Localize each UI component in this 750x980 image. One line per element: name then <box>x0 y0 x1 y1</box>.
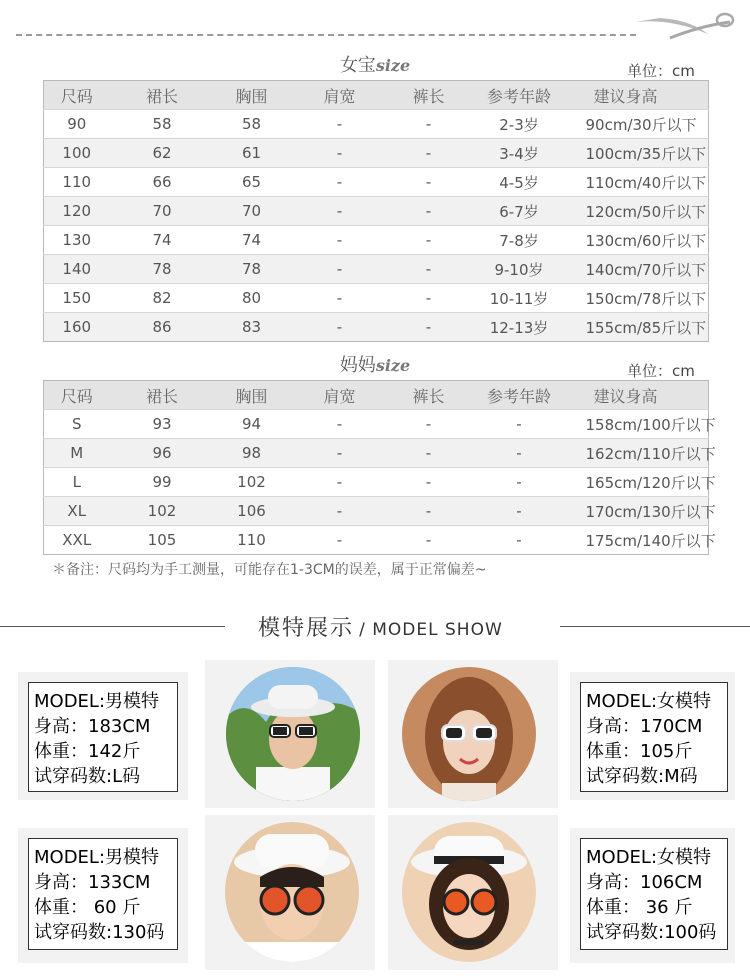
girl-table-unit: 单位：cm <box>627 62 695 80</box>
table-row <box>44 313 709 342</box>
table-header-row <box>44 81 709 110</box>
table-row <box>44 497 709 526</box>
table-row <box>44 526 709 555</box>
table-cell: - <box>391 110 467 139</box>
girl-table-title-size: size <box>375 56 411 75</box>
kid-female-size: 试穿码数:100码 <box>586 922 717 943</box>
adult-female-weight: 体重：105斤 <box>586 741 693 762</box>
kid-male-height: 身高：133CM <box>34 872 151 893</box>
model-show-heading-en: / MODEL SHOW <box>359 620 503 640</box>
table-cell: 4-5岁 <box>467 168 572 197</box>
table-cell: 82 <box>110 284 215 313</box>
table-cell: XL <box>44 497 110 526</box>
column-header: 胸围 <box>215 381 289 410</box>
table-cell: 165cm/120斤以下 <box>572 468 709 497</box>
table-cell: 78 <box>110 255 215 284</box>
table-cell: 9-10岁 <box>467 255 572 284</box>
table-cell: 83 <box>241 318 262 336</box>
table-cell: XXL <box>62 531 92 549</box>
table-row <box>44 439 709 468</box>
table-cell: 158cm/100斤以下 <box>572 410 709 439</box>
table-cell: - <box>391 410 467 439</box>
table-cell: - <box>391 168 467 197</box>
kid-female-model-label: MODEL:女模特 <box>586 847 712 868</box>
table-cell: 80 <box>215 284 289 313</box>
table-cell: - <box>336 318 343 336</box>
table-row <box>44 255 709 284</box>
top-dashed-divider <box>16 34 636 36</box>
table-cell: 58 <box>110 110 215 139</box>
table-cell: - <box>391 226 467 255</box>
table-cell: - <box>289 226 391 255</box>
table-cell: 70 <box>215 197 289 226</box>
table-cell: - <box>425 318 432 336</box>
column-header: 尺码 <box>44 81 110 110</box>
table-cell: - <box>289 168 391 197</box>
table-cell: - <box>467 468 572 497</box>
table-cell: 70 <box>110 197 215 226</box>
adult-female-model-label: MODEL:女模特 <box>586 691 712 712</box>
table-cell: 150cm/78斤以下 <box>572 284 709 313</box>
table-cell: L <box>44 468 110 497</box>
table-cell: 100cm/35斤以下 <box>572 139 709 168</box>
adult-female-info-box <box>580 682 728 792</box>
adult-male-model-label: MODEL:男模特 <box>34 691 160 712</box>
adult-female-height: 身高：170CM <box>586 716 703 737</box>
table-cell: 162cm/110斤以下 <box>572 439 709 468</box>
column-header: 裙长 <box>110 381 215 410</box>
brand-swoosh-logo <box>630 8 740 42</box>
table-cell: - <box>391 197 467 226</box>
table-cell: 98 <box>215 439 289 468</box>
table-cell: - <box>391 255 467 284</box>
column-header: 胸围 <box>215 81 289 110</box>
table-cell: - <box>289 139 391 168</box>
kid-male-model-label: MODEL:男模特 <box>34 847 160 868</box>
table-cell: - <box>289 110 391 139</box>
table-cell: 175cm/140斤以下 <box>585 531 716 550</box>
table-cell: S <box>44 410 110 439</box>
girl-table-title-text: 女宝 <box>339 55 376 76</box>
table-cell: 100 <box>44 139 110 168</box>
table-cell: 6-7岁 <box>467 197 572 226</box>
table-cell: 2-3岁 <box>467 110 572 139</box>
table-cell: 62 <box>110 139 215 168</box>
kid-male-photo <box>225 822 359 962</box>
adult-male-photo <box>226 667 360 801</box>
girl-size-table <box>43 80 709 342</box>
model-show-heading-cn: 模特展示 <box>258 616 355 641</box>
table-cell: 65 <box>215 168 289 197</box>
table-row <box>44 197 709 226</box>
table-cell: 160 <box>62 318 92 336</box>
kid-female-height: 身高：106CM <box>586 872 703 893</box>
kid-male-info-box <box>28 838 178 950</box>
table-cell: 105 <box>147 531 177 549</box>
table-cell: 110cm/40斤以下 <box>572 168 709 197</box>
table-cell: 66 <box>110 168 215 197</box>
mom-table-unit: 单位：cm <box>627 362 695 380</box>
table-cell: - <box>289 410 391 439</box>
table-cell: 120 <box>44 197 110 226</box>
table-cell: 130cm/60斤以下 <box>572 226 709 255</box>
table-cell: - <box>289 468 391 497</box>
table-cell: 74 <box>215 226 289 255</box>
table-row <box>44 226 709 255</box>
table-cell: - <box>425 531 432 549</box>
table-cell: 78 <box>215 255 289 284</box>
table-cell: 102 <box>110 497 215 526</box>
adult-male-info-box <box>28 682 178 792</box>
table-cell: 150 <box>44 284 110 313</box>
table-cell: 140cm/70斤以下 <box>572 255 709 284</box>
table-cell: - <box>336 531 343 549</box>
table-cell: 90cm/30斤以下 <box>572 110 709 139</box>
table-cell: 86 <box>152 318 172 336</box>
measurement-note: ＊备注：尺码均为手工测量，可能存在1-3CM的误差，属于正常偏差~ <box>52 562 487 578</box>
table-cell: - <box>467 497 572 526</box>
table-cell: 99 <box>110 468 215 497</box>
mom-table-title-size: size <box>375 356 411 375</box>
section-right-rule <box>560 626 750 627</box>
column-header: 参考年龄 <box>467 81 572 110</box>
table-cell: - <box>289 497 391 526</box>
table-cell: - <box>391 439 467 468</box>
kid-male-size: 试穿码数:130码 <box>34 922 165 943</box>
table-cell: 120cm/50斤以下 <box>572 197 709 226</box>
table-cell: 3-4岁 <box>467 139 572 168</box>
table-cell: - <box>467 439 572 468</box>
table-cell: 106 <box>215 497 289 526</box>
table-cell: - <box>289 284 391 313</box>
table-row <box>44 410 709 439</box>
adult-female-photo <box>402 667 536 801</box>
table-cell: M <box>44 439 110 468</box>
table-header-row <box>44 381 709 410</box>
adult-male-weight: 体重：142斤 <box>34 741 141 762</box>
table-row <box>44 168 709 197</box>
column-header: 参考年龄 <box>467 381 572 410</box>
table-cell: - <box>516 531 522 549</box>
column-header: 裙长 <box>110 81 215 110</box>
table-cell: 58 <box>215 110 289 139</box>
table-cell: 96 <box>110 439 215 468</box>
column-header: 裤长 <box>391 381 467 410</box>
table-row <box>44 468 709 497</box>
table-cell: 110 <box>237 531 266 549</box>
table-cell: 7-8岁 <box>467 226 572 255</box>
table-cell: 130 <box>44 226 110 255</box>
table-cell: - <box>391 497 467 526</box>
kid-male-weight: 体重： 60 斤 <box>34 897 141 918</box>
table-cell: - <box>289 255 391 284</box>
adult-male-height: 身高：183CM <box>34 716 151 737</box>
table-cell: 110 <box>44 168 110 197</box>
table-cell: 74 <box>110 226 215 255</box>
table-cell: 102 <box>215 468 289 497</box>
table-cell: - <box>391 468 467 497</box>
table-cell: 94 <box>215 410 289 439</box>
table-cell: 61 <box>215 139 289 168</box>
table-row <box>44 284 709 313</box>
table-cell: 10-11岁 <box>467 284 572 313</box>
table-cell: - <box>289 197 391 226</box>
adult-male-size: 试穿码数:L码 <box>34 766 141 787</box>
table-cell: 12-13岁 <box>489 318 549 337</box>
table-cell: - <box>391 284 467 313</box>
column-header: 裤长 <box>391 81 467 110</box>
column-header: 肩宽 <box>289 381 391 410</box>
table-cell: - <box>467 410 572 439</box>
table-cell: 93 <box>110 410 215 439</box>
mom-table-title-text: 妈妈 <box>339 355 376 376</box>
table-cell: 90 <box>44 110 110 139</box>
column-header: 建议身高 <box>572 81 709 110</box>
table-row <box>44 110 709 139</box>
table-cell: - <box>391 139 467 168</box>
table-row <box>44 139 709 168</box>
adult-female-size: 试穿码数:M码 <box>586 766 698 787</box>
table-cell: 155cm/85斤以下 <box>585 318 707 337</box>
table-cell: 140 <box>44 255 110 284</box>
column-header: 肩宽 <box>289 81 391 110</box>
kid-female-info-box <box>580 838 728 950</box>
model-show-heading <box>258 611 503 642</box>
table-cell: - <box>289 439 391 468</box>
mom-size-table <box>43 380 716 555</box>
kid-female-weight: 体重： 36 斤 <box>586 897 693 918</box>
column-header: 建议身高 <box>572 381 709 410</box>
section-left-rule <box>0 626 225 627</box>
column-header: 尺码 <box>44 381 110 410</box>
kid-female-photo <box>402 822 536 962</box>
table-cell: 170cm/130斤以下 <box>572 497 709 526</box>
